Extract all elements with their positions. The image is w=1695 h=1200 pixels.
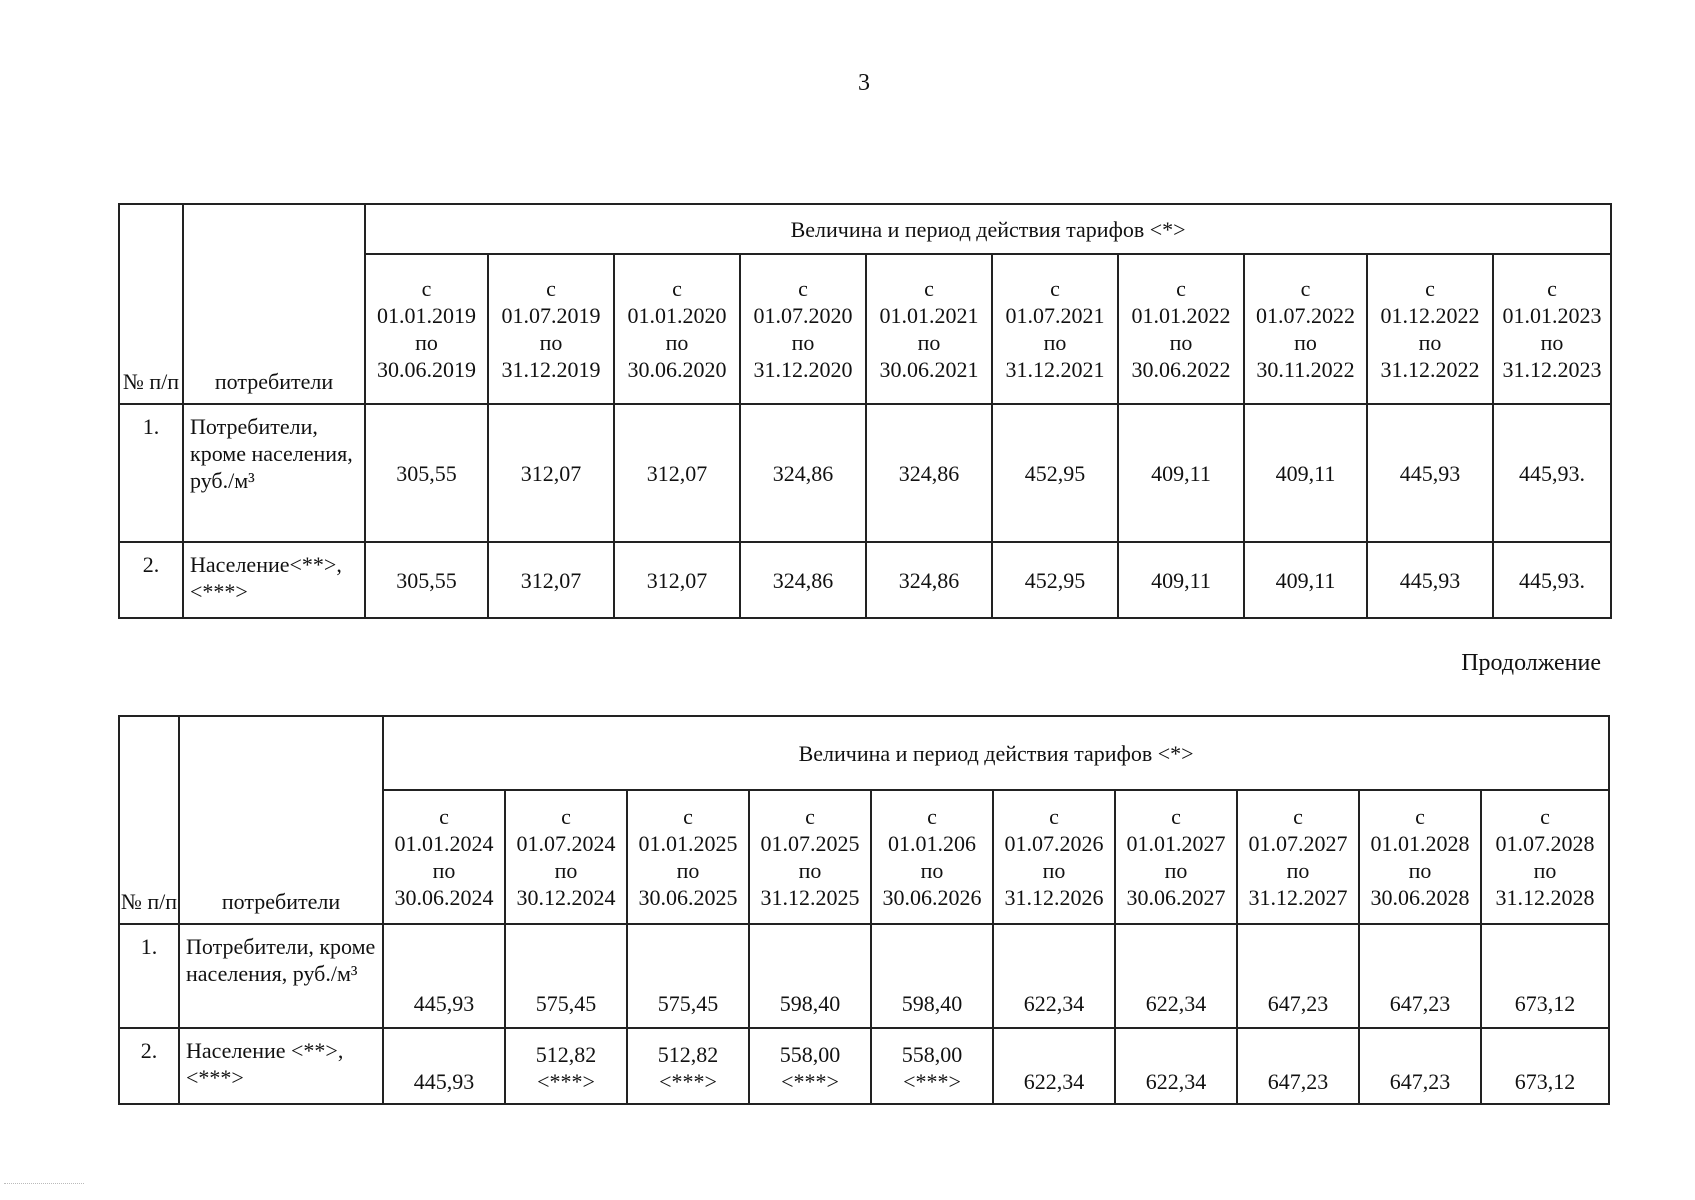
tariff-value: 647,23 — [1359, 1028, 1481, 1104]
tariff-value: 445,93 — [383, 924, 505, 1028]
tariff-value: 622,34 — [1115, 1028, 1237, 1104]
tariff-value: 445,93. — [1493, 404, 1611, 542]
header-group: Величина и период действия тарифов <*> — [365, 204, 1611, 254]
tariff-value — [749, 1028, 871, 1104]
period-header: с 01.07.2019 по 31.12.2019 — [488, 254, 614, 404]
period-header: с 01.07.2022 по 30.11.2022 — [1244, 254, 1367, 404]
continuation-label: Продолжение — [1461, 650, 1601, 676]
tariff-table-2024-2028 — [118, 715, 1610, 1105]
table-row — [119, 924, 1609, 1028]
header-empty — [183, 204, 365, 254]
period-header: с 01.01.2022 по 30.06.2022 — [1118, 254, 1244, 404]
consumer-label: Потребители, кроме населения, руб./м³ — [179, 924, 383, 1028]
tariff-value: 622,34 — [993, 1028, 1115, 1104]
tariff-value: 445,93 — [1367, 404, 1493, 542]
header-num: № п/п — [119, 204, 183, 404]
tariff-table-2019-2023 — [118, 203, 1612, 619]
tariff-value: 445,93 — [1367, 542, 1493, 618]
scan-artifact — [4, 1183, 84, 1184]
period-header: с 01.12.2022 по 31.12.2022 — [1367, 254, 1493, 404]
period-header: с 01.01.206 по 30.06.2026 — [871, 790, 993, 924]
period-header: с 01.07.2027 по 31.12.2027 — [1237, 790, 1359, 924]
tariff-value: 445,93. — [1493, 542, 1611, 618]
period-header: с 01.01.2025 по 30.06.2025 — [627, 790, 749, 924]
header-consumers: потребители — [183, 254, 365, 404]
tariff-value-note: <***> — [537, 1069, 595, 1094]
header-empty — [179, 716, 383, 790]
period-header: с 01.07.2021 по 31.12.2021 — [992, 254, 1118, 404]
tariff-value: 324,86 — [740, 404, 866, 542]
tariff-value: 409,11 — [1118, 404, 1244, 542]
period-header: с 01.01.2028 по 30.06.2028 — [1359, 790, 1481, 924]
period-header: с 01.01.2023 по 31.12.2023 — [1493, 254, 1611, 404]
tariff-value-number: 558,00 — [901, 1042, 963, 1067]
tariff-value — [627, 1028, 749, 1104]
tariff-value — [871, 1028, 993, 1104]
row-number: 2. — [119, 542, 183, 618]
period-header: с 01.07.2024 по 30.12.2024 — [505, 790, 627, 924]
period-header: с 01.07.2026 по 31.12.2026 — [993, 790, 1115, 924]
tariff-value: 305,55 — [365, 404, 488, 542]
consumer-label: Потребители, кроме населения, руб./м³ — [183, 404, 365, 542]
tariff-value: 312,07 — [488, 542, 614, 618]
tariff-value: 409,11 — [1244, 542, 1367, 618]
consumer-label: Население<**>, <***> — [183, 542, 365, 618]
period-header-row — [119, 254, 1611, 404]
tariff-value: 647,23 — [1237, 924, 1359, 1028]
tariff-value: 312,07 — [614, 404, 740, 542]
tariff-value: 673,12 — [1481, 924, 1609, 1028]
consumer-label: Население <**>, <***> — [179, 1028, 383, 1104]
tariff-value: 409,11 — [1118, 542, 1244, 618]
tariff-value: 575,45 — [627, 924, 749, 1028]
tariff-value: 622,34 — [1115, 924, 1237, 1028]
table-row — [119, 404, 1611, 542]
tariff-value: 305,55 — [365, 542, 488, 618]
tariff-value: 452,95 — [992, 542, 1118, 618]
tariff-value: 647,23 — [1359, 924, 1481, 1028]
tariff-value-note: <***> — [903, 1069, 961, 1094]
tariff-value: 324,86 — [866, 542, 992, 618]
header-consumers: потребители — [179, 790, 383, 924]
row-number: 2. — [119, 1028, 179, 1104]
tariff-value: 598,40 — [871, 924, 993, 1028]
period-header: с 01.01.2024 по 30.06.2024 — [383, 790, 505, 924]
header-num: № п/п — [119, 716, 179, 924]
tariff-value: 445,93 — [383, 1028, 505, 1104]
period-header: с 01.01.2020 по 30.06.2020 — [614, 254, 740, 404]
tariff-value — [505, 1028, 627, 1104]
row-number: 1. — [119, 924, 179, 1028]
page-number: 3 — [858, 70, 870, 96]
tariff-value: 324,86 — [740, 542, 866, 618]
period-header: с 01.01.2019 по 30.06.2019 — [365, 254, 488, 404]
tariff-value-note: <***> — [781, 1069, 839, 1094]
table-row — [119, 542, 1611, 618]
tariff-value-note: <***> — [659, 1069, 717, 1094]
tariff-value: 452,95 — [992, 404, 1118, 542]
tariff-value: 312,07 — [488, 404, 614, 542]
period-header: с 01.07.2020 по 31.12.2020 — [740, 254, 866, 404]
period-header: с 01.07.2028 по 31.12.2028 — [1481, 790, 1609, 924]
tariff-value: 575,45 — [505, 924, 627, 1028]
tariff-value: 324,86 — [866, 404, 992, 542]
period-header: с 01.07.2025 по 31.12.2025 — [749, 790, 871, 924]
tariff-value: 673,12 — [1481, 1028, 1609, 1104]
table-row — [119, 1028, 1609, 1104]
period-header: с 01.01.2027 по 30.06.2027 — [1115, 790, 1237, 924]
tariff-value-number: 512,82 — [657, 1042, 719, 1067]
tariff-value: 598,40 — [749, 924, 871, 1028]
tariff-value-number: 512,82 — [535, 1042, 597, 1067]
tariff-value: 312,07 — [614, 542, 740, 618]
row-number: 1. — [119, 404, 183, 542]
tariff-value-number: 558,00 — [779, 1042, 841, 1067]
tariff-value: 647,23 — [1237, 1028, 1359, 1104]
period-header-row — [119, 790, 1609, 924]
header-group: Величина и период действия тарифов <*> — [383, 716, 1609, 790]
period-header: с 01.01.2021 по 30.06.2021 — [866, 254, 992, 404]
tariff-value: 409,11 — [1244, 404, 1367, 542]
tariff-value: 622,34 — [993, 924, 1115, 1028]
